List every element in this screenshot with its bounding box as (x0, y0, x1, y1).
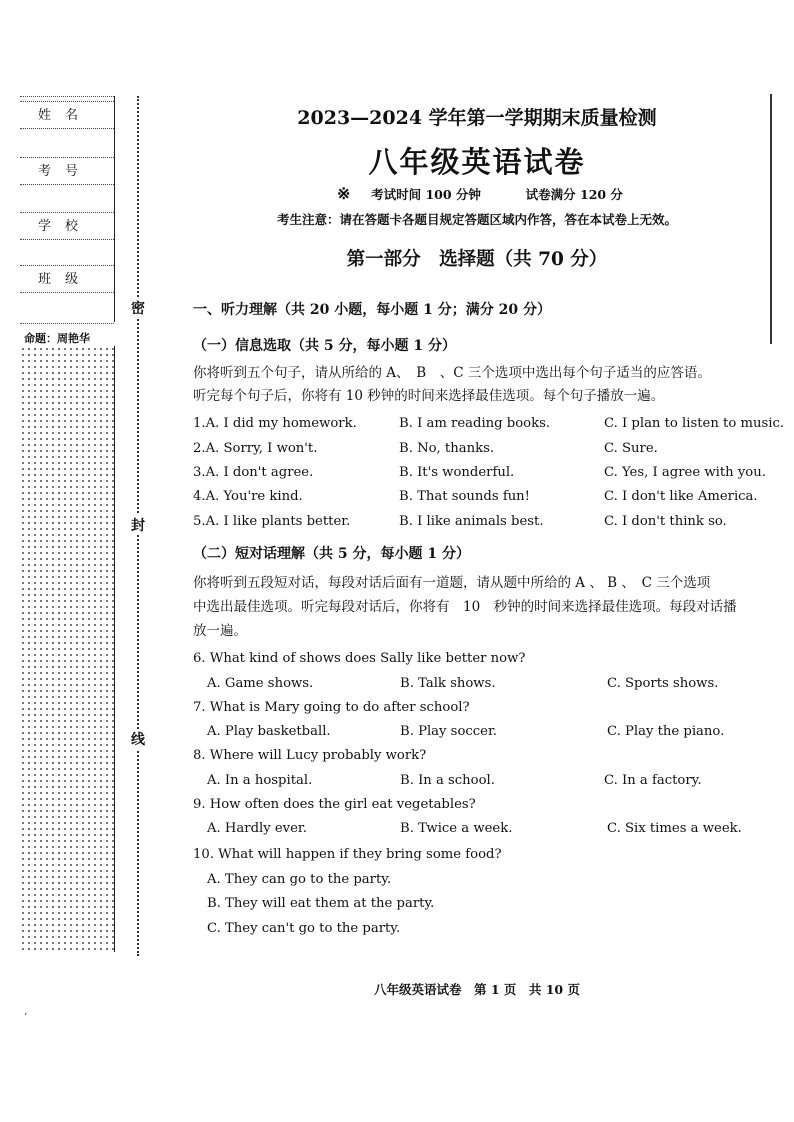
instruction-line: 你将听到五个句子，请从所给的 A、 B 、C 三个选项中选出每个句子适当的应答语。 (193, 365, 711, 381)
exam-title: 2023—2024 学年第一学期期末质量检测 (297, 107, 657, 129)
subsection-1-instructions (193, 362, 761, 408)
exam-subtitle: 八年级英语试卷 (368, 145, 586, 179)
option-b: B. I am reading books. (399, 416, 551, 431)
option-a: A. Game shows. (207, 676, 314, 691)
option-b: B. Play soccer. (400, 724, 497, 739)
option-b: B. They will eat them at the party. (207, 896, 435, 911)
option-c: C. Six times a week. (607, 821, 742, 836)
instruction-line: 中选出最佳选项。听完每段对话后，你将有 10 秒钟的时间来选择最佳选项。每段对话播 (193, 599, 737, 615)
school-field-label: 学校 (20, 212, 114, 240)
option-a: A. They can go to the party. (207, 872, 392, 887)
exam-meta (337, 184, 623, 203)
part-title: 第一部分 选择题（共 70 分） (346, 249, 608, 270)
option-c: C. Sports shows. (607, 676, 719, 691)
author-label: 命题：周艳华 (24, 332, 90, 345)
question-stem: 6. What kind of shows does Sally like better now? (193, 651, 526, 666)
option-a: A. Play basketball. (207, 724, 331, 739)
option-c: C. I plan to listen to music. (604, 416, 785, 431)
option-a: 1.A. I did my homework. (193, 416, 357, 431)
instruction-line: 放一遍。 (193, 623, 247, 639)
question-stem: 7. What is Mary going to do after school? (193, 700, 470, 715)
exam-score: 试卷满分 120 分 (525, 187, 623, 202)
option-b: B. Talk shows. (400, 676, 496, 691)
option-a: 2.A. Sorry, I won't. (193, 441, 318, 456)
exam-time: 考试时间 100 分钟 (371, 187, 481, 202)
reference-mark-icon: ※ (337, 184, 351, 203)
instruction-line: 你将听到五段短对话，每段对话后面有一道题，请从题中所给的 A 、 B 、 C 三个选项 (193, 575, 711, 591)
seal-char-xian: 线 (129, 729, 147, 749)
option-b: B. I like animals best. (399, 514, 544, 529)
subsection-1-title: （一）信息选取（共 5 分，每小题 1 分） (193, 338, 456, 354)
option-b: B. No, thanks. (399, 441, 495, 456)
option-b: B. That sounds fun! (399, 489, 530, 504)
question-stem: 9. How often does the girl eat vegetables? (193, 797, 476, 812)
option-c: C. Play the piano. (607, 724, 725, 739)
binding-area-border (114, 346, 115, 952)
option-b: B. In a school. (400, 773, 495, 788)
option-a: 3.A. I don't agree. (193, 465, 314, 480)
exam-number-field-label: 考号 (20, 157, 114, 185)
seal-char-mi: 密 (129, 298, 147, 318)
student-info-box (20, 96, 114, 324)
section-listening-title: 一、听力理解（共 20 小题，每小题 1 分；满分 20 分） (193, 302, 551, 318)
seal-char-feng: 封 (129, 515, 147, 535)
page-footer: 八年级英语试卷 第 1 页 共 10 页 (373, 982, 580, 997)
exam-notice: 考生注意：请在答题卡各题目规定答题区域内作答，答在本试卷上无效。 (276, 212, 677, 227)
option-c: C. They can't go to the party. (207, 921, 401, 936)
option-c: C. Sure. (604, 441, 658, 456)
name-field-label: 姓名 (20, 101, 114, 129)
option-c: C. I don't think so. (604, 514, 727, 529)
option-a: A. In a hospital. (207, 773, 313, 788)
option-b: B. Twice a week. (400, 821, 513, 836)
option-b: B. It's wonderful. (399, 465, 515, 480)
option-a: A. Hardly ever. (207, 821, 307, 836)
class-field-label: 班级 (20, 265, 114, 293)
subsection-2-instructions (193, 571, 761, 643)
question-stem: 8. Where will Lucy probably work? (193, 748, 427, 763)
question-stem: 10. What will happen if they bring some food? (193, 847, 502, 862)
info-box-border (114, 96, 115, 322)
option-a: 5.A. I like plants better. (193, 514, 351, 529)
option-c: C. Yes, I agree with you. (604, 465, 766, 480)
option-c: C. In a factory. (604, 773, 702, 788)
option-a: 4.A. You're kind. (193, 489, 303, 504)
instruction-line: 听完每个句子后，你将有 10 秒钟的时间来选择最佳选项。每个句子播放一遍。 (193, 388, 665, 404)
subsection-2-title: （二）短对话理解（共 5 分，每小题 1 分） (193, 546, 470, 562)
stray-mark: ‘ (24, 1012, 28, 1023)
option-c: C. I don't like America. (604, 489, 758, 504)
dotted-binding-area (20, 346, 114, 952)
